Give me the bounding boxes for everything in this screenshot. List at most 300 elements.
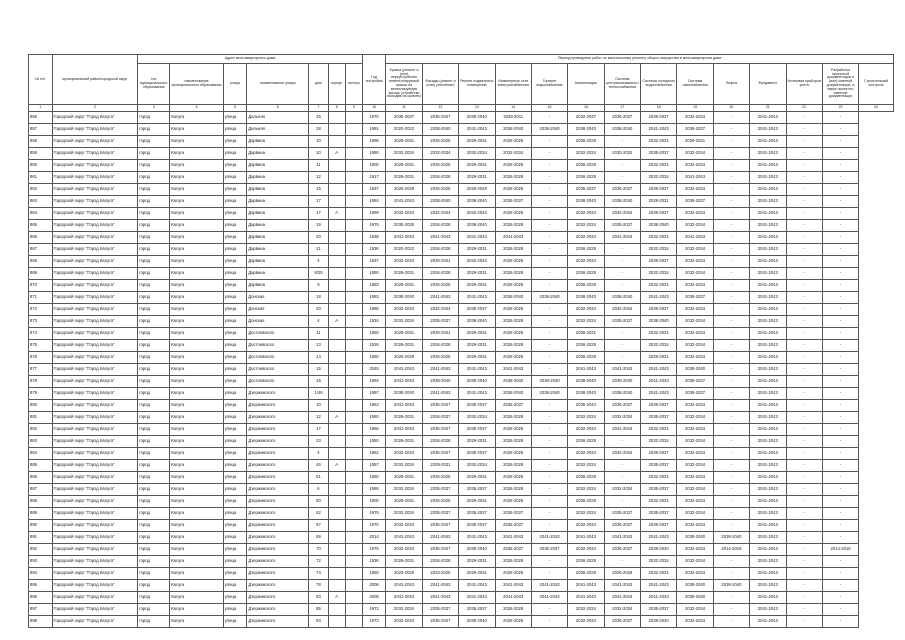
- period-cell: 2032-2034: [677, 184, 713, 196]
- period-cell: -: [531, 256, 567, 268]
- period-cell: -: [713, 172, 749, 184]
- table-cell: город: [138, 268, 170, 280]
- table-cell: улица: [223, 436, 247, 448]
- table-cell: Калуга: [170, 208, 224, 220]
- table-cell: 1983: [362, 292, 386, 304]
- period-cell: -: [531, 244, 567, 256]
- table-cell: [345, 304, 362, 316]
- period-cell: 2041-2043: [459, 388, 495, 400]
- period-cell: 2041-2043: [568, 580, 604, 592]
- table-cell: 2006: [362, 580, 386, 592]
- period-cell: 2032-2034: [568, 316, 604, 328]
- table-cell: [328, 136, 345, 148]
- period-cell: 2029-2031: [459, 244, 495, 256]
- period-cell: 2038-2040: [641, 544, 677, 556]
- table-cell: Дзержинского: [247, 616, 309, 628]
- table-cell: Калуга: [170, 580, 224, 592]
- table-row: [29, 472, 894, 484]
- period-cell: 2035-2037: [422, 400, 458, 412]
- table-cell: Калуга: [170, 196, 224, 208]
- table-cell: 1975: [362, 220, 386, 232]
- col-number: 5: [223, 105, 247, 112]
- period-cell: 2041-2043: [641, 532, 677, 544]
- table-cell: [345, 124, 362, 136]
- table-cell: 1926: [362, 340, 386, 352]
- table-cell: Достоевского: [247, 340, 309, 352]
- table-cell: 93: [309, 616, 328, 628]
- table-cell: [328, 388, 345, 400]
- table-cell: Городской округ "Город Калуга": [52, 388, 138, 400]
- period-cell: 2020-2022: [386, 124, 422, 136]
- table-cell: [345, 208, 362, 220]
- period-cell: 2026-2028: [422, 136, 458, 148]
- period-cell: 2032-2034: [641, 424, 677, 436]
- table-cell: [345, 616, 362, 628]
- period-cell: 2041-2043: [386, 592, 422, 604]
- period-cell: 2032-2034: [677, 448, 713, 460]
- period-cell: 2041-2043: [422, 292, 458, 304]
- table-cell: [328, 364, 345, 376]
- table-row: [29, 124, 894, 136]
- col-number: 8: [328, 105, 345, 112]
- col-header: Горячее водоснабжение: [531, 64, 567, 105]
- period-cell: 2035-2037: [422, 112, 458, 124]
- table-cell: Городской округ "Город Калуга": [52, 256, 138, 268]
- period-cell: -: [822, 256, 858, 268]
- period-cell: 2032-2037: [568, 112, 604, 124]
- period-cell: 2041-2043: [386, 532, 422, 544]
- table-cell: А: [328, 148, 345, 160]
- table-cell: 858: [29, 136, 53, 148]
- period-cell: 2026-2028: [495, 220, 531, 232]
- period-cell: -: [531, 160, 567, 172]
- table-cell: 1966: [362, 424, 386, 436]
- table-cell: Калуга: [170, 520, 224, 532]
- table-cell: город: [138, 364, 170, 376]
- period-cell: -: [604, 256, 640, 268]
- period-cell: 2026-2028: [568, 556, 604, 568]
- period-cell: 2035-2037: [641, 184, 677, 196]
- table-cell: улица: [223, 256, 247, 268]
- period-cell: 2038-2040: [459, 616, 495, 628]
- period-cell: -: [531, 208, 567, 220]
- period-cell: 2041-2043: [459, 232, 495, 244]
- period-cell: -: [822, 592, 858, 604]
- period-cell: -: [713, 136, 749, 148]
- period-cell: 2032-2034: [459, 208, 495, 220]
- table-cell: 17: [309, 196, 328, 208]
- period-cell: 2035-2037: [386, 112, 422, 124]
- table-cell: А: [328, 208, 345, 220]
- table-cell: улица: [223, 568, 247, 580]
- table-cell: 25: [309, 112, 328, 124]
- table-cell: 887: [29, 484, 53, 496]
- period-cell: -: [822, 340, 858, 352]
- col-header: Система газоснабжения: [677, 64, 713, 105]
- table-cell: Городской округ "Город Калуга": [52, 592, 138, 604]
- period-cell: 2026-2028: [495, 412, 531, 424]
- table-cell: 21: [309, 244, 328, 256]
- table-cell: [328, 172, 345, 184]
- period-cell: 2041-2043: [750, 316, 786, 328]
- table-cell: Дзержинского: [247, 532, 309, 544]
- period-cell: 2041-2043: [386, 376, 422, 388]
- period-cell: 2029-2031: [459, 436, 495, 448]
- period-cell: -: [786, 460, 822, 472]
- table-row: [29, 592, 894, 604]
- period-cell: 2038-2040: [604, 292, 640, 304]
- period-cell: -: [822, 268, 858, 280]
- table-cell: 10: [309, 136, 328, 148]
- period-cell: -: [786, 340, 822, 352]
- period-cell: -: [822, 124, 858, 136]
- period-cell: -: [604, 160, 640, 172]
- period-cell: -: [786, 556, 822, 568]
- period-cell: 2041-2043: [495, 592, 531, 604]
- period-cell: 2029-2031: [386, 496, 422, 508]
- table-cell: 859: [29, 148, 53, 160]
- table-cell: город: [138, 148, 170, 160]
- period-cell: 2032-2034: [677, 472, 713, 484]
- table-cell: Калуга: [170, 388, 224, 400]
- period-cell: -: [713, 364, 749, 376]
- col-header: Ремонт подвальных помещений: [459, 64, 495, 105]
- table-cell: город: [138, 304, 170, 316]
- period-cell: 2029-2031: [459, 472, 495, 484]
- table-cell: 6: [309, 484, 328, 496]
- period-cell: -: [786, 508, 822, 520]
- table-cell: город: [138, 496, 170, 508]
- period-cell: 2038-2040: [568, 292, 604, 304]
- period-cell: 2029-2031: [422, 328, 458, 340]
- period-cell: 2026-2028: [495, 136, 531, 148]
- period-cell: 2035-2037: [531, 544, 567, 556]
- period-cell: 2029-2031: [386, 172, 422, 184]
- table-cell: Достоевского: [247, 352, 309, 364]
- table-cell: 1883: [362, 280, 386, 292]
- table-cell: [345, 424, 362, 436]
- table-cell: Городской округ "Город Калуга": [52, 424, 138, 436]
- table-cell: 881: [29, 412, 53, 424]
- table-cell: [328, 448, 345, 460]
- period-cell: 2029-2031: [386, 328, 422, 340]
- table-cell: 878: [29, 376, 53, 388]
- period-cell: -: [822, 172, 858, 184]
- period-cell: 2041-2043: [604, 592, 640, 604]
- period-cell: -: [786, 304, 822, 316]
- period-cell: 2041-2043: [750, 580, 786, 592]
- table-cell: город: [138, 340, 170, 352]
- period-cell: -: [822, 160, 858, 172]
- col-header: муниципальный район/городской округ: [52, 55, 138, 105]
- period-cell: 2041-2043: [750, 544, 786, 556]
- table-cell: улица: [223, 352, 247, 364]
- period-cell: 2035-2044: [568, 400, 604, 412]
- period-cell: 2035-2037: [641, 148, 677, 160]
- table-cell: город: [138, 508, 170, 520]
- period-cell: -: [786, 364, 822, 376]
- table-cell: 862: [29, 184, 53, 196]
- period-cell: -: [786, 280, 822, 292]
- table-cell: Калуга: [170, 592, 224, 604]
- table-row: [29, 568, 894, 580]
- period-cell: 2041-2043: [459, 592, 495, 604]
- table-cell: Городской округ "Город Калуга": [52, 400, 138, 412]
- table-cell: [345, 280, 362, 292]
- period-cell: 2038-2040: [495, 388, 531, 400]
- period-cell: -: [604, 280, 640, 292]
- table-cell: 884: [29, 448, 53, 460]
- table-cell: Калуга: [170, 232, 224, 244]
- table-cell: город: [138, 376, 170, 388]
- table-cell: город: [138, 232, 170, 244]
- table-cell: 1991: [362, 124, 386, 136]
- table-cell: Калуга: [170, 412, 224, 424]
- table-row: [29, 556, 894, 568]
- table-cell: Калуга: [170, 376, 224, 388]
- table-cell: [345, 316, 362, 328]
- period-cell: -: [531, 184, 567, 196]
- period-cell: -: [713, 232, 749, 244]
- table-cell: Донская: [247, 316, 309, 328]
- table-cell: Дарвина: [247, 196, 309, 208]
- period-cell: 2026-2028: [568, 436, 604, 448]
- period-cell: 2029-2031: [386, 280, 422, 292]
- table-cell: улица: [223, 460, 247, 472]
- period-cell: 2026-2028: [422, 184, 458, 196]
- table-cell: улица: [223, 268, 247, 280]
- period-cell: 2038-2040: [641, 616, 677, 628]
- table-cell: 20: [309, 232, 328, 244]
- period-cell: 2038-2040: [459, 316, 495, 328]
- period-cell: 2032-2034: [677, 148, 713, 160]
- period-cell: -: [786, 244, 822, 256]
- period-cell: 2041-2043: [750, 556, 786, 568]
- table-cell: Городской округ "Город Калуга": [52, 304, 138, 316]
- table-cell: улица: [223, 544, 247, 556]
- table-cell: Калуга: [170, 460, 224, 472]
- period-cell: 2041-2043: [568, 364, 604, 376]
- period-cell: 2026-2037: [422, 412, 458, 424]
- period-cell: -: [713, 340, 749, 352]
- period-cell: 2041-2043: [641, 580, 677, 592]
- table-cell: город: [138, 592, 170, 604]
- period-cell: -: [786, 172, 822, 184]
- col-number: 3: [138, 105, 170, 112]
- period-cell: 2029-2031: [459, 340, 495, 352]
- period-cell: -: [531, 316, 567, 328]
- period-cell: -: [822, 400, 858, 412]
- table-row: [29, 616, 894, 628]
- period-cell: 2041-2043: [750, 436, 786, 448]
- period-cell: 2041-2043: [750, 208, 786, 220]
- table-cell: 1986: [362, 304, 386, 316]
- table-row: [29, 364, 894, 376]
- period-cell: 2035-2037: [677, 376, 713, 388]
- period-cell: 2041-2043: [750, 124, 786, 136]
- period-cell: 2041-2043: [641, 592, 677, 604]
- period-cell: 2038-2040: [677, 580, 713, 592]
- period-cell: -: [822, 484, 858, 496]
- period-cell: 2032-2034: [568, 424, 604, 436]
- table-cell: улица: [223, 316, 247, 328]
- period-cell: 2029-2031: [386, 436, 422, 448]
- table-cell: 870: [29, 280, 53, 292]
- table-cell: [328, 604, 345, 616]
- period-cell: 2026-2028: [568, 352, 604, 364]
- col-header: Фасады (ремонт и (или) утепление): [422, 64, 458, 105]
- table-cell: Дарвина: [247, 220, 309, 232]
- period-cell: -: [786, 544, 822, 556]
- table-cell: Калуга: [170, 328, 224, 340]
- period-cell: -: [786, 208, 822, 220]
- period-cell: 2038-2040: [641, 316, 677, 328]
- period-cell: 2032-2034: [641, 280, 677, 292]
- table-cell: 856: [29, 112, 53, 124]
- table-cell: [345, 604, 362, 616]
- period-cell: -: [531, 220, 567, 232]
- table-cell: 78: [309, 580, 328, 592]
- col-number: 17: [604, 105, 640, 112]
- period-cell: 2035-2037: [604, 520, 640, 532]
- table-row: [29, 352, 894, 364]
- period-cell: 2035-2037: [459, 448, 495, 460]
- period-cell: -: [713, 196, 749, 208]
- period-cell: 2023-2025: [422, 568, 458, 580]
- table-cell: [345, 364, 362, 376]
- period-cell: 2035-2037: [641, 412, 677, 424]
- period-cell: -: [531, 328, 567, 340]
- table-cell: [328, 184, 345, 196]
- table-cell: 872: [29, 304, 53, 316]
- col-header: Фундамент: [750, 64, 786, 105]
- table-cell: улица: [223, 292, 247, 304]
- period-cell: -: [786, 532, 822, 544]
- col-number: 15: [531, 105, 567, 112]
- period-cell: 2035-2037: [459, 304, 495, 316]
- period-cell: -: [531, 484, 567, 496]
- table-cell: [328, 496, 345, 508]
- period-cell: 2032-2034: [677, 112, 713, 124]
- table-cell: [345, 268, 362, 280]
- period-cell: 2038-2011: [495, 112, 531, 124]
- period-cell: -: [531, 412, 567, 424]
- table-cell: город: [138, 424, 170, 436]
- table-cell: Дарвина: [247, 244, 309, 256]
- period-cell: -: [531, 280, 567, 292]
- period-cell: 2038-2040: [677, 532, 713, 544]
- period-cell: 2035-2037: [459, 424, 495, 436]
- period-cell: -: [786, 136, 822, 148]
- period-cell: 2041-2043: [750, 484, 786, 496]
- table-cell: улица: [223, 208, 247, 220]
- period-cell: 2035-2037: [641, 208, 677, 220]
- period-cell: 2035-2037: [422, 484, 458, 496]
- period-cell: 2032-2034: [386, 508, 422, 520]
- table-cell: [345, 412, 362, 424]
- table-cell: 51: [309, 472, 328, 484]
- table-cell: Дарвина: [247, 280, 309, 292]
- table-row: [29, 544, 894, 556]
- table-cell: [345, 580, 362, 592]
- table-cell: [345, 352, 362, 364]
- period-cell: 2041-2043: [750, 112, 786, 124]
- table-row: [29, 388, 894, 400]
- table-cell: [328, 544, 345, 556]
- table-cell: Городской округ "Город Калуга": [52, 460, 138, 472]
- period-cell: 2032-2034: [641, 328, 677, 340]
- table-cell: [345, 136, 362, 148]
- period-cell: -: [786, 256, 822, 268]
- table-cell: Калуга: [170, 136, 224, 148]
- period-cell: -: [822, 448, 858, 460]
- table-cell: [345, 532, 362, 544]
- table-row: [29, 256, 894, 268]
- table-cell: Дарвина: [247, 232, 309, 244]
- period-cell: -: [822, 412, 858, 424]
- period-cell: 2032-2034: [677, 520, 713, 532]
- col-number: 22: [786, 105, 822, 112]
- period-cell: -: [786, 388, 822, 400]
- period-cell: -: [822, 568, 858, 580]
- period-cell: 2035-2037: [604, 616, 640, 628]
- period-cell: 2026-2028: [568, 244, 604, 256]
- table-cell: улица: [223, 280, 247, 292]
- period-cell: 2038-2040: [531, 376, 567, 388]
- table-row: [29, 208, 894, 220]
- table-header: [29, 55, 894, 112]
- period-cell: 2041-2043: [386, 424, 422, 436]
- table-cell: улица: [223, 424, 247, 436]
- period-cell: 2032-2034: [677, 316, 713, 328]
- period-cell: 2032-2034: [641, 136, 677, 148]
- period-cell: -: [713, 280, 749, 292]
- period-cell: 2026-2028: [386, 352, 422, 364]
- period-cell: 2035-2037: [641, 256, 677, 268]
- period-cell: -: [822, 328, 858, 340]
- period-cell: 2026-2028: [422, 160, 458, 172]
- table-row: [29, 580, 894, 592]
- table-cell: [345, 592, 362, 604]
- table-cell: 889: [29, 508, 53, 520]
- period-cell: -: [531, 136, 567, 148]
- table-cell: Городской округ "Город Калуга": [52, 220, 138, 232]
- period-cell: 2026-2028: [568, 568, 604, 580]
- table-cell: город: [138, 448, 170, 460]
- period-cell: 2038-2040: [459, 112, 495, 124]
- period-cell: 2032-2034: [677, 340, 713, 352]
- table-cell: улица: [223, 556, 247, 568]
- period-cell: 2041-2043: [495, 580, 531, 592]
- period-cell: -: [604, 268, 640, 280]
- col-number: 16: [568, 105, 604, 112]
- table-cell: 70: [309, 544, 328, 556]
- period-cell: 2032-2034: [641, 436, 677, 448]
- group-header-address: Адрес многоквартирного дома: [138, 55, 363, 64]
- table-cell: Дарвина: [247, 268, 309, 280]
- table-cell: 1936: [362, 556, 386, 568]
- table-row: [29, 220, 894, 232]
- table-cell: Калуга: [170, 472, 224, 484]
- table-cell: Калуга: [170, 244, 224, 256]
- table-cell: Дзержинского: [247, 460, 309, 472]
- table-cell: 1/46: [309, 388, 328, 400]
- period-cell: 2026-2028: [495, 604, 531, 616]
- period-cell: 2035-2037: [641, 460, 677, 472]
- period-cell: -: [713, 520, 749, 532]
- table-cell: Городской округ "Город Калуга": [52, 448, 138, 460]
- period-cell: 2026-2028: [568, 280, 604, 292]
